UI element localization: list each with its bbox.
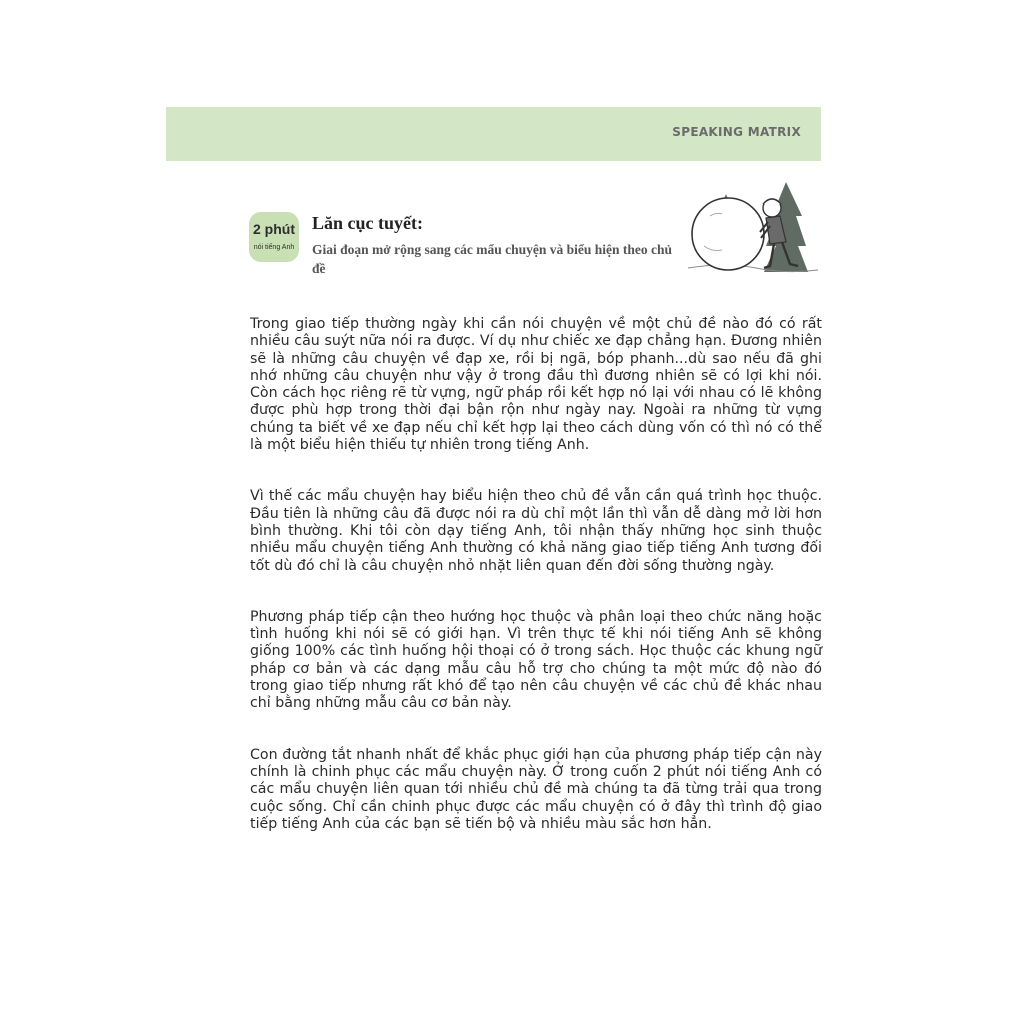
section-title: Lăn cục tuyết: [312,213,423,233]
paragraph: Phương pháp tiếp cận theo hướng học thuộc và phân loại theo chức năng hoặc tình huống khi nói sẽ có giới hạn. Vì trên thực tế khi nói tiếng Anh sẽ không giống 100% các tình huống hội thoại có ở trong sách. Học thuộc các khung ngữ pháp cơ bản và các dạng mẫu câu hỗ trợ cho chúng ta một mức độ nào đó trong giao tiếp nhưng rất khó để tạo nên câu chuyện về các chủ đề khác nhau chỉ bằng những mẫu câu cơ bản này. [250,608,822,712]
body-text [250,316,822,867]
paragraph: Con đường tắt nhanh nhất để khắc phục giới hạn của phương pháp tiếp cận này chính là chinh phục các mẩu chuyện này. Ở trong cuốn 2 phút nói tiếng Anh có các mẩu chuyện liên quan tới nhiều chủ đề mà chúng ta đã từng trải qua trong cuộc sống. Chỉ cần chinh phục được các mẩu chuyện có ở đây thì trình độ giao tiếp tiếng Anh của các bạn sẽ tiến bộ và nhiều màu sắc hơn hẳn. [250,746,822,832]
badge-bottom-text: nói tiếng Anh [253,244,295,251]
header-band [166,107,821,161]
paragraph: Vì thế các mẩu chuyện hay biểu hiện theo chủ đề vẫn cần quá trình học thuộc. Đầu tiên là những câu đã được nói ra dù chỉ một lần thì vẫn dễ dàng mở lời hơn bình thường. Khi tôi còn dạy tiếng Anh, tôi nhận thấy những học sinh thuộc nhiều mẩu chuyện tiếng Anh thường có khả năng giao tiếp tiếng Anh tương đối tốt dù đó chỉ là câu chuyện nhỏ nhặt liên quan đến đời sống thường ngày. [250,488,822,574]
section-subtitle: Giai đoạn mở rộng sang các mẩu chuyện và biểu hiện theo chủ đề [312,242,673,276]
paragraph: Trong giao tiếp thường ngày khi cần nói chuyện về một chủ đề nào đó có rất nhiều câu suýt nữa nói ra được. Ví dụ như chiếc xe đạp chẳng hạn. Đương nhiên sẽ là những câu chuyện về đạp xe, rồi bị ngã, bóp phanh...dù sao nếu đã ghi nhớ những câu chuyện như vậy ở trong đầu thì đương nhiên sẽ có lợi khi nói. Còn cách học riêng rẽ từ vựng, ngữ pháp rồi kết hợp nó lại với nhau có lẽ không được phù hợp trong thời đại bận rộn như ngày nay. Ngoài ra những từ vựng chúng ta biết về xe đạp nếu chỉ kết hợp lại theo cách dùng vốn có thì nó có thể là một biểu hiện thiếu tự nhiên trong tiếng Anh. [250,316,822,454]
chapter-badge [249,212,299,262]
snowball-pushing-illustration [686,176,818,280]
snowball-icon [692,198,764,270]
badge-top-text: 2 phút [253,221,295,237]
header-label: SPEAKING MATRIX [672,125,801,139]
